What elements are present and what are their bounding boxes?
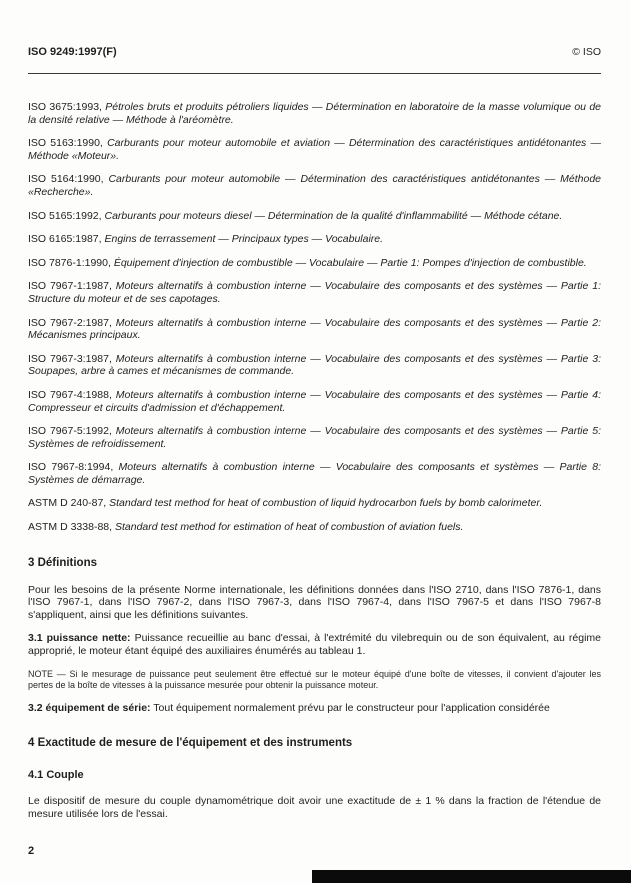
- section-4-heading: 4 Exactitude de mesure de l'équipement et des instruments: [28, 737, 353, 750]
- page-header: [28, 46, 601, 58]
- reference-item: [28, 425, 601, 450]
- section-3-heading: 3 Définitions: [28, 556, 98, 569]
- reference-code: ISO 5163:1990,: [28, 137, 103, 150]
- reference-title: Moteurs alternatifs à combustion interne — Vocabulaire des composants et systèmes — Partie 8: Systèmes de démarrage.: [28, 461, 601, 486]
- reference-item: [28, 461, 601, 486]
- reference-code: ISO 7967-2:1987,: [28, 316, 112, 329]
- reference-item: [28, 497, 601, 510]
- reference-code: ISO 7967-8:1994,: [28, 461, 114, 474]
- reference-title: Moteurs alternatifs à combustion interne — Vocabulaire des composants et des systèmes — Partie 1: Structure du moteur et de ses capotages.: [28, 280, 601, 305]
- reference-code: ISO 7967-4:1988,: [28, 388, 112, 401]
- reference-code: ASTM D 3338-88,: [28, 521, 113, 534]
- reference-item: [28, 280, 601, 305]
- reference-item: [28, 353, 601, 378]
- scan-artifact-bar: [312, 870, 631, 883]
- definition-3-2: [28, 702, 601, 715]
- references-list: [28, 101, 601, 534]
- document-id: ISO 9249:1997(F): [28, 46, 117, 58]
- reference-code: ISO 6165:1987,: [28, 233, 102, 246]
- reference-item: [28, 521, 601, 534]
- reference-title: Moteurs alternatifs à combustion interne — Vocabulaire des composants et des systèmes — Partie 3: Soupapes, arbre à cames et mécanismes de commande.: [28, 352, 601, 378]
- reference-code: ASTM D 240-87,: [28, 497, 107, 510]
- definition-3-1: [28, 632, 601, 657]
- definition-3-2-term: 3.2 équipement de série:: [28, 701, 151, 714]
- document-body: [28, 101, 601, 820]
- reference-item: [28, 101, 601, 126]
- reference-title: Moteurs alternatifs à combustion interne — Vocabulaire des composants et des systèmes — Partie 4: Compresseur et circuits d'admission et d'échappement.: [28, 388, 601, 414]
- reference-code: ISO 5164:1990,: [28, 173, 104, 186]
- reference-title: Standard test method for heat of combustion of liquid hydrocarbon fuels by bomb calorimeter.: [109, 497, 543, 510]
- reference-code: ISO 3675:1993,: [28, 101, 102, 113]
- reference-item: [28, 317, 601, 342]
- reference-item: [28, 210, 601, 223]
- reference-title: Moteurs alternatifs à combustion interne — Vocabulaire des composants et des systèmes — Partie 5: Systèmes de refroidissement.: [28, 425, 601, 450]
- definition-3-1-text: Puissance recueillie au banc d'essai, à l'extrémité du vilebrequin ou de son équivalent, au régime approprié, le moteur étant équipé des auxiliaires énumérés au tableau 1.: [28, 632, 601, 658]
- header-rule: [28, 73, 601, 74]
- reference-code: ISO 7967-5:1992,: [28, 425, 112, 438]
- page-number: 2: [28, 845, 35, 857]
- reference-title: Carburants pour moteur automobile et aviation — Détermination des caractéristiques antidétonantes — Méthode «Moteur».: [28, 137, 602, 162]
- reference-item: [28, 257, 601, 270]
- section-3-intro: Pour les besoins de la présente Norme internationale, les définitions données dans l'ISO 2710, dans l'ISO 7876-1, dans l'ISO 7967-1, dans l'ISO 7967-2, dans l'ISO 7967-3, dans l'ISO 7967-4, dans l'ISO 7967-5 et dans l'ISO 7967-8 s'appliquent, ainsi que les définitions suivantes.: [28, 583, 601, 621]
- reference-item: [28, 173, 601, 198]
- section-4-1-body: Le dispositif de mesure du couple dynamométrique doit avoir une exactitude de ± 1 % dans la fraction de l'étendue de mesure utilisée lors de l'essai.: [28, 795, 601, 820]
- reference-title: Carburants pour moteur automobile — Détermination des caractéristiques antidétonantes — Méthode «Recherche».: [28, 173, 601, 198]
- reference-code: ISO 7967-1:1987,: [28, 280, 112, 293]
- reference-code: ISO 5165:1992,: [28, 209, 102, 222]
- reference-title: Équipement d'injection de combustible — Vocabulaire — Partie 1: Pompes d'injection de combustible.: [113, 256, 587, 269]
- copyright-notice: © ISO: [572, 46, 601, 58]
- reference-title: Pétroles bruts et produits pétroliers liquides — Détermination en laboratoire de la masse volumique ou de la densité relative — Méthode à l'aréomètre.: [28, 101, 601, 126]
- section-4-1-heading: 4.1 Couple: [28, 769, 84, 782]
- reference-code: ISO 7967-3:1987,: [28, 352, 112, 365]
- note-3-1: NOTE — Si le mesurage de puissance peut seulement être effectué sur le moteur équipé d'une boîte de vitesses, il convient d'ajouter les pertes de la boîte de vitesses à la puissance mesurée pour obtenir la puissance moteur.: [28, 668, 601, 690]
- reference-title: Engins de terrassement — Principaux types — Vocabulaire.: [104, 233, 384, 246]
- reference-item: [28, 233, 601, 246]
- definition-3-1-term: 3.1 puissance nette:: [28, 632, 131, 645]
- reference-item: [28, 389, 601, 414]
- reference-title: Carburants pour moteurs diesel — Détermination de la qualité d'inflammabilité — Méthode cétane.: [104, 209, 563, 222]
- reference-title: Moteurs alternatifs à combustion interne — Vocabulaire des composants et des systèmes — Partie 2: Mécanismes principaux.: [28, 316, 601, 342]
- reference-code: ISO 7876-1:1990,: [28, 256, 111, 269]
- reference-item: [28, 137, 601, 162]
- reference-title: Standard test method for estimation of heat of combustion of aviation fuels.: [114, 521, 464, 534]
- definition-3-2-text: Tout équipement normalement prévu par le constructeur pour l'application considérée: [153, 701, 550, 714]
